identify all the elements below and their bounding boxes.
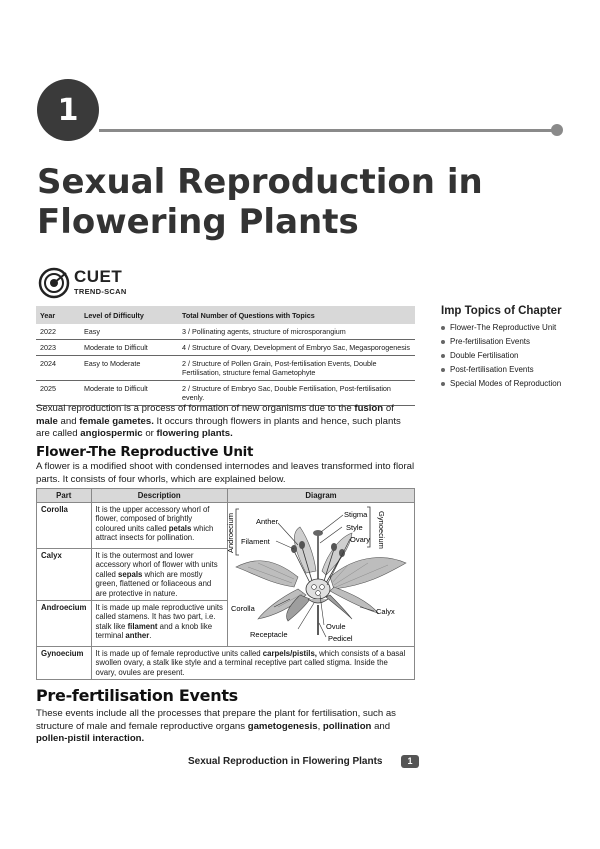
- intro-paragraph: [36, 403, 416, 441]
- label-receptacle: Receptacle: [250, 630, 288, 639]
- table-row: [37, 647, 415, 680]
- col-questions: Total Number of Questions with Topics: [178, 306, 415, 324]
- cell-year: 2022: [36, 324, 80, 340]
- cell-year: 2023: [36, 340, 80, 356]
- desc-calyx: [91, 549, 228, 601]
- text-run: of: [383, 403, 394, 414]
- part-calyx: Calyx: [37, 549, 92, 601]
- col-diagram: Diagram: [228, 489, 415, 503]
- bold-term: flowering plants.: [156, 428, 233, 439]
- table-header-row: [37, 489, 415, 503]
- cell-year: 2025: [36, 381, 80, 406]
- footer-title: Sexual Reproduction in Flowering Plants: [188, 756, 383, 767]
- bold-term: gametogenesis: [247, 720, 318, 732]
- bold-term: pollination: [322, 720, 372, 732]
- chapter-rule: [99, 129, 555, 132]
- imp-topics-heading: Imp Topics of Chapter: [441, 305, 562, 317]
- table-row: [36, 340, 415, 356]
- chapter-rule-dot: [551, 124, 563, 136]
- section-heading: Pre-fertilisation Events: [36, 686, 238, 705]
- label-gynoecium: Gynoecium: [377, 511, 386, 549]
- text-run: and: [57, 415, 80, 427]
- cell-difficulty: Moderate to Difficult: [80, 381, 178, 406]
- label-ovule: Ovule: [326, 622, 346, 631]
- text-run: These events include all the processes that prepare the plant for fertilisation, such as structure of male and female reproductive organs: [36, 708, 396, 732]
- label-style: Style: [346, 523, 363, 532]
- list-item: Pre-fertilisation Events: [441, 337, 581, 347]
- bold-term: fusion: [354, 403, 384, 414]
- trend-scan-table: [36, 306, 415, 406]
- cell-difficulty: Easy: [80, 324, 178, 340]
- flower-parts-table: [36, 488, 415, 680]
- col-part: Part: [37, 489, 92, 503]
- bold-term: sepals: [118, 569, 143, 579]
- text-run: and a knob like terminal: [95, 621, 213, 641]
- part-corolla: Corolla: [37, 503, 92, 549]
- bold-term: carpels/pistils,: [262, 649, 317, 659]
- text-run: and: [371, 720, 391, 732]
- table-row: [36, 356, 415, 381]
- desc-gynoecium: [91, 647, 415, 680]
- table-row: [36, 324, 415, 340]
- col-difficulty: Level of Difficulty: [80, 306, 178, 324]
- text-run: It is made up male reproductive units called stamens. It has two part, i.e. stalk like: [95, 603, 223, 631]
- cell-questions: 2 / Structure of Embryo Sac, Double Fertilisation, Post-fertilisation evenly.: [178, 381, 415, 406]
- label-filament: Filament: [241, 537, 270, 546]
- table-row: [36, 381, 415, 406]
- label-corolla: Corolla: [231, 604, 255, 613]
- desc-androecium: [91, 601, 228, 647]
- text-run: It is the outermost and lower accessory whorl of flower with units called: [95, 551, 218, 579]
- text-run: which are mostly green, flattened or foliaceous and are protective in nature.: [95, 569, 212, 598]
- part-gynoecium: Gynoecium: [37, 647, 92, 680]
- prefert-paragraph: [36, 708, 416, 746]
- text-run: or: [142, 428, 157, 439]
- bold-term: petals: [168, 523, 192, 533]
- list-item: Special Modes of Reproduction: [441, 379, 581, 389]
- list-item: Post-fertilisation Events: [441, 365, 581, 375]
- text-run: .: [149, 631, 152, 641]
- list-item: Double Fertilisation: [441, 351, 581, 361]
- text-run: ,: [317, 720, 323, 732]
- table-row: [37, 503, 415, 549]
- cuet-trend-scan-logo: [38, 267, 138, 303]
- flower-diagram: [228, 503, 414, 641]
- col-description: Description: [91, 489, 228, 503]
- bold-term: anther: [125, 631, 150, 641]
- chapter-title: Sexual Reproduction in Flowering Plants: [37, 162, 483, 242]
- cell-difficulty: Easy to Moderate: [80, 356, 178, 381]
- chapter-number: 1: [57, 92, 79, 128]
- text-run: which attract insects for pollination.: [95, 523, 214, 543]
- table-header-row: [36, 306, 415, 324]
- flower-paragraph: A flower is a modified shoot with condensed internodes and leaves transformed into floral parts. It consists of four whorls, which are explained below.: [36, 461, 415, 485]
- cell-questions: 3 / Pollinating agents, structure of microsporangium: [178, 324, 415, 340]
- list-item: Flower-The Reproductive Unit: [441, 323, 581, 333]
- desc-corolla: [91, 503, 228, 549]
- section-heading: Flower-The Reproductive Unit: [36, 444, 254, 460]
- bold-term: filament: [127, 621, 158, 631]
- cell-difficulty: Moderate to Difficult: [80, 340, 178, 356]
- chapter-number-badge: [37, 79, 99, 141]
- bold-term: female gametes.: [79, 415, 154, 427]
- bold-term: angiospermic: [80, 428, 143, 439]
- label-pedicel: Pedicel: [328, 634, 353, 643]
- cell-questions: 2 / Structure of Pollen Grain, Post-fertilisation Events, Double Fertilisation, structure femal Gametophyte: [178, 356, 415, 381]
- label-calyx: Calyx: [376, 607, 395, 616]
- col-year: Year: [36, 306, 80, 324]
- text-run: Sexual reproduction is a process of formation of new organisms due to the: [36, 403, 355, 414]
- part-androecium: Androecium: [37, 601, 92, 647]
- text-run: It is the upper accessory whorl of flower, composed of brightly coloured units called: [95, 505, 210, 533]
- cuet-logo-word: CUET: [74, 267, 123, 286]
- page-number: 1: [401, 755, 419, 768]
- imp-topics-list: [441, 323, 581, 389]
- target-icon: [38, 267, 70, 299]
- label-ovary: Ovary: [350, 535, 371, 544]
- bold-term: pollen-pistil interaction.: [36, 733, 145, 744]
- cell-year: 2024: [36, 356, 80, 381]
- imp-topics-box: [441, 305, 581, 393]
- text-run: It is made up of female reproductive units called: [95, 649, 263, 659]
- flower-diagram-cell: [228, 503, 415, 647]
- bold-term: male: [36, 415, 58, 427]
- label-stigma: Stigma: [344, 510, 368, 519]
- text-run: which consists of a basal swollen ovary, a stalk like style and a terminal receptive part called stigma. Inside the ovary, ovules are present.: [95, 649, 406, 677]
- cell-questions: 4 / Structure of Ovary, Development of Embryo Sac, Megasporogenesis: [178, 340, 415, 356]
- text-run: It occurs through flowers in plants and hence, such plants are called: [36, 415, 401, 439]
- label-anther: Anther: [256, 517, 279, 526]
- cuet-logo-sub: TREND-SCAN: [74, 287, 127, 296]
- label-androecium: Androecium: [226, 512, 235, 553]
